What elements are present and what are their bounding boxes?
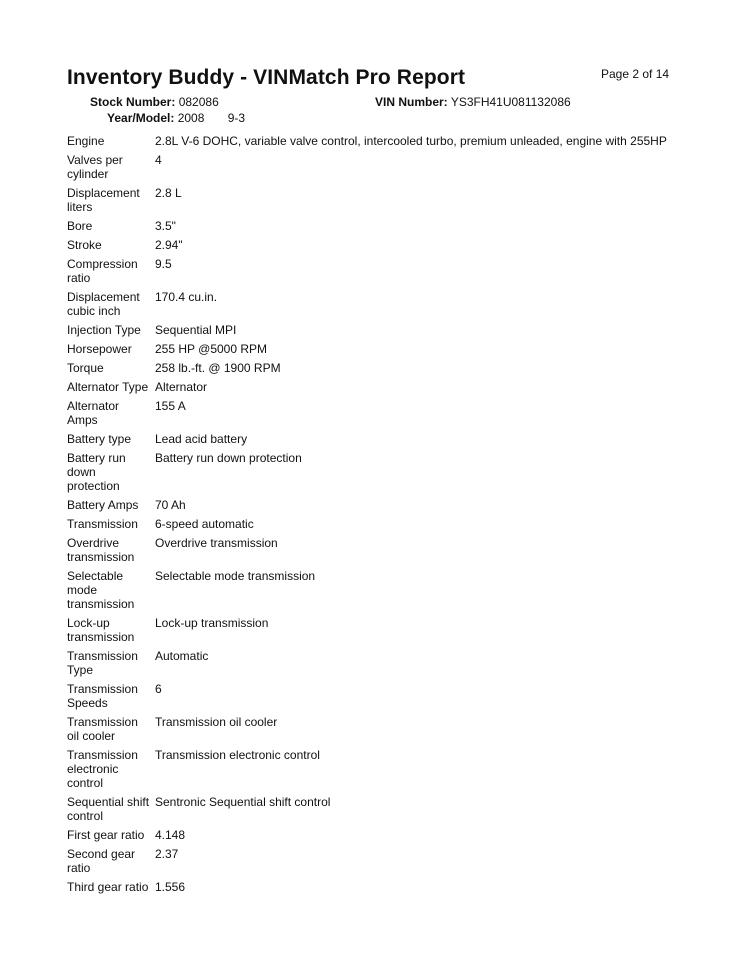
spec-value: Overdrive transmission [155, 536, 278, 550]
spec-value: 2.8L V-6 DOHC, variable valve control, intercooled turbo, premium unleaded, engine with 255HP [155, 134, 667, 148]
spec-row [67, 682, 667, 715]
stock-value: 082086 [178, 95, 219, 109]
spec-row [67, 153, 667, 186]
spec-value: 255 HP @5000 RPM [155, 342, 268, 356]
spec-value: 170.4 cu.in. [155, 290, 218, 304]
spec-value: Selectable mode transmission [155, 569, 316, 583]
spec-value: 3.5" [155, 219, 176, 233]
spec-row [67, 290, 667, 323]
spec-row [67, 748, 667, 795]
year-label: Year/Model: [107, 111, 175, 125]
spec-label: Alternator Amps [67, 399, 120, 427]
spec-value: 6 [155, 682, 162, 696]
spec-value: Automatic [155, 649, 209, 663]
report-title: Inventory Buddy - VINMatch Pro Report [67, 66, 466, 89]
spec-value: Transmission oil cooler [155, 715, 278, 729]
spec-value: Lead acid battery [155, 432, 248, 446]
spec-label: Injection Type [67, 323, 141, 337]
stock-number [90, 95, 219, 109]
spec-value: 1.556 [155, 880, 186, 894]
spec-label: Displacement liters [67, 186, 140, 214]
spec-label: Transmission Type [67, 649, 138, 677]
spec-value: 155 A [155, 399, 186, 413]
spec-value: 6-speed automatic [155, 517, 254, 531]
vin-value: YS3FH41U081132086 [450, 95, 571, 109]
spec-row [67, 257, 667, 290]
spec-row [67, 616, 667, 649]
spec-value: Sentronic Sequential shift control [155, 795, 331, 809]
spec-value: 2.94" [155, 238, 183, 252]
spec-value: Lock-up transmission [155, 616, 269, 630]
spec-row [67, 569, 667, 616]
spec-label: Bore [67, 219, 93, 233]
spec-row [67, 380, 667, 399]
spec-label: Battery type [67, 432, 132, 446]
year-model [107, 111, 245, 125]
spec-label: Transmission Speeds [67, 682, 138, 710]
spec-row [67, 517, 667, 536]
spec-label: Lock-up transmission [67, 616, 135, 644]
spec-value: Sequential MPI [155, 323, 237, 337]
spec-table [67, 134, 667, 899]
spec-label: Compression ratio [67, 257, 138, 285]
spec-row [67, 451, 667, 498]
spec-row [67, 361, 667, 380]
spec-row [67, 795, 667, 828]
spec-label: Alternator Type [67, 380, 149, 394]
spec-row [67, 323, 667, 342]
spec-label: Horsepower [67, 342, 132, 356]
spec-label: Overdrive transmission [67, 536, 135, 564]
spec-label: Battery Amps [67, 498, 139, 512]
spec-label: Displacement cubic inch [67, 290, 140, 318]
spec-value: 2.37 [155, 847, 179, 861]
spec-label: Stroke [67, 238, 102, 252]
spec-label: First gear ratio [67, 828, 145, 842]
spec-value: 70 Ah [155, 498, 186, 512]
stock-label: Stock Number: [90, 95, 176, 109]
spec-row [67, 649, 667, 682]
spec-label: Battery run down protection [67, 451, 126, 493]
spec-value: 9.5 [155, 257, 172, 271]
spec-row [67, 342, 667, 361]
spec-row [67, 715, 667, 748]
spec-row [67, 828, 667, 847]
spec-label: Engine [67, 134, 105, 148]
spec-row [67, 847, 667, 880]
spec-row [67, 219, 667, 238]
spec-label: Selectable mode transmission [67, 569, 135, 611]
spec-value: 4 [155, 153, 162, 167]
spec-value: Transmission electronic control [155, 748, 320, 762]
spec-row [67, 432, 667, 451]
spec-row [67, 880, 667, 899]
spec-row [67, 238, 667, 257]
spec-label: Second gear ratio [67, 847, 136, 875]
spec-row [67, 186, 667, 219]
vin-number [375, 95, 571, 109]
spec-row [67, 134, 667, 153]
spec-row [67, 399, 667, 432]
spec-value: Battery run down protection [155, 451, 302, 465]
spec-value: 4.148 [155, 828, 186, 842]
spec-row [67, 498, 667, 517]
spec-label: Sequential shift control [67, 795, 150, 823]
spec-label: Valves per cylinder [67, 153, 123, 181]
page-number: Page 2 of 14 [601, 67, 670, 81]
model-value: 9-3 [227, 111, 246, 125]
spec-value: 2.8 L [155, 186, 182, 200]
spec-row [67, 536, 667, 569]
year-value: 2008 [177, 111, 205, 125]
spec-label: Transmission [67, 517, 138, 531]
spec-label: Transmission electronic control [67, 748, 138, 790]
spec-value: 258 lb.-ft. @ 1900 RPM [155, 361, 281, 375]
spec-label: Torque [67, 361, 104, 375]
spec-label: Transmission oil cooler [67, 715, 138, 743]
spec-value: Alternator [155, 380, 208, 394]
vin-label: VIN Number: [375, 95, 448, 109]
spec-label: Third gear ratio [67, 880, 149, 894]
